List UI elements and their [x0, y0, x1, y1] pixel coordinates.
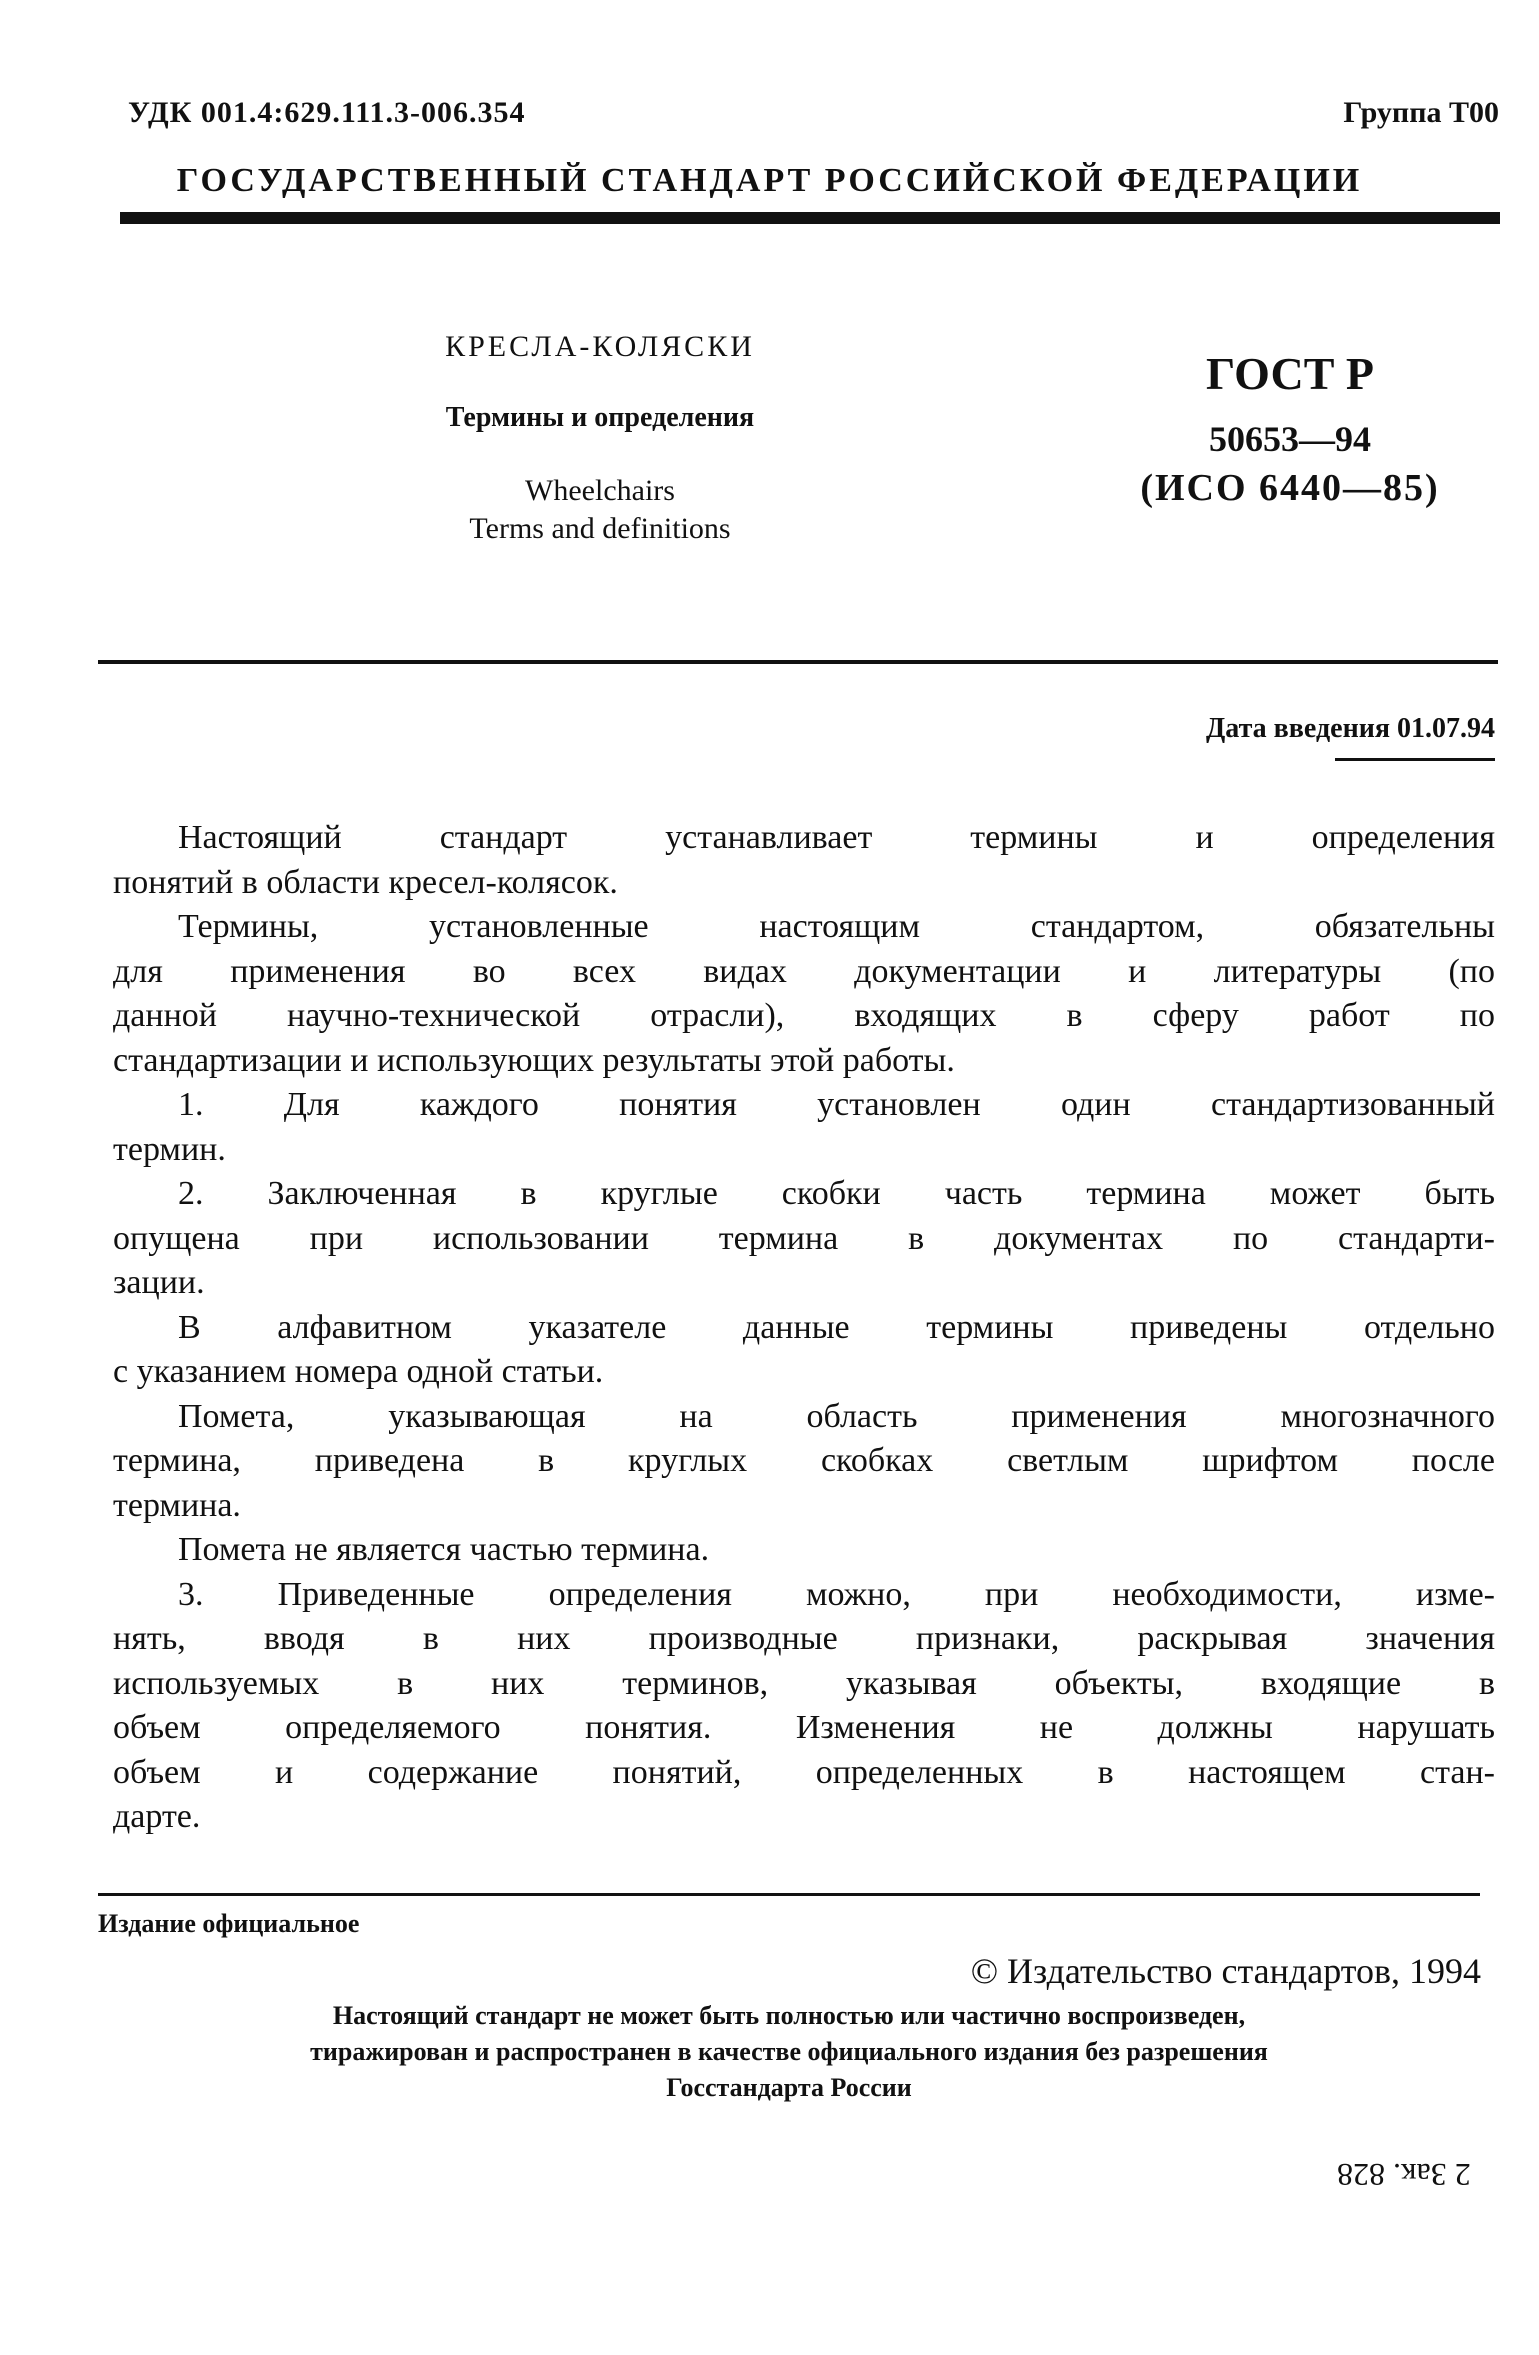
- body-line: термина.: [113, 1486, 241, 1524]
- introduction-date: Дата введения 01.07.94: [1206, 713, 1495, 744]
- notice-line: Настоящий стандарт не может быть полностью или частично воспроизведен,: [332, 2001, 1246, 2030]
- date-underline: [1335, 758, 1495, 761]
- gost-label: ГОСТ Р: [1206, 348, 1374, 399]
- body-line: опущена при использовании термина в документах по стандарти-: [113, 1219, 1495, 1257]
- body-text: [113, 816, 1495, 1840]
- body-line: 1. Для каждого понятия установлен один стандартизованный: [178, 1086, 1495, 1123]
- body-line: данной научно-технической отрасли), входящих в сферу работ по: [113, 997, 1495, 1034]
- english-title-main: Wheelchairs: [525, 474, 675, 507]
- title-divider: [98, 660, 1498, 664]
- english-title-sub: Terms and definitions: [469, 512, 731, 545]
- body-line: 3. Приведенные определения можно, при необходимости, изме-: [178, 1575, 1495, 1613]
- notice-line: тиражирован и распространен в качестве официального издания без разрешения: [310, 2037, 1268, 2066]
- gost-number: 50653—94: [1209, 419, 1371, 459]
- body-line: термина, приведена в круглых скобках светлым шрифтом после: [113, 1442, 1495, 1479]
- body-line: Помета не является частью термина.: [178, 1531, 710, 1568]
- body-line: зации.: [113, 1264, 205, 1301]
- copyright-notice: [98, 1998, 1480, 2106]
- english-title: [350, 472, 850, 548]
- body-line: Термины, установленные настоящим стандартом, обязательны: [178, 908, 1495, 945]
- notice-line: Госстандарта России: [666, 2073, 912, 2102]
- footer-divider: [98, 1893, 1480, 1896]
- document-title: КРЕСЛА-КОЛЯСКИ: [445, 330, 755, 363]
- body-line: нять, вводя в них производные признаки, раскрывая значения: [113, 1620, 1495, 1657]
- document-subtitle: Термины и определения: [445, 402, 755, 433]
- body-line: дарте.: [113, 1798, 201, 1835]
- group-code: Группа Т00: [1343, 96, 1499, 129]
- body-line: с указанием номера одной статьи.: [113, 1353, 604, 1390]
- body-line: для применения во всех видах документации и литературы (по: [113, 952, 1495, 990]
- body-line: термин.: [113, 1130, 226, 1168]
- order-number: 2 Зак. 828: [1337, 2157, 1471, 2193]
- iso-reference: (ИСО 6440—85): [1140, 467, 1440, 509]
- body-line: объем и содержание понятий, определенных в настоящем стан-: [113, 1753, 1495, 1791]
- body-line: понятий в области кресел-колясок.: [113, 863, 618, 901]
- body-line: 2. Заключенная в круглые скобки часть термина может быть: [178, 1175, 1495, 1212]
- body-line: В алфавитном указателе данные термины приведены отдельно: [178, 1308, 1495, 1346]
- body-line: Помета, указывающая на область применения многозначного: [178, 1397, 1495, 1435]
- edition-label: Издание официальное: [98, 1909, 360, 1938]
- state-standard-heading: ГОСУДАРСТВЕННЫЙ СТАНДАРТ РОССИЙСКОЙ ФЕДЕРАЦИИ: [176, 162, 1363, 199]
- body-line: Настоящий стандарт устанавливает термины и определения: [178, 819, 1495, 856]
- publisher-copyright: © Издательство стандартов, 1994: [970, 1951, 1481, 1991]
- body-line: объем определяемого понятия. Изменения не должны нарушать: [113, 1709, 1495, 1746]
- body-line: используемых в них терминов, указывая объекты, входящие в: [113, 1664, 1495, 1702]
- udk-code: УДК 001.4:629.111.3-006.354: [128, 96, 526, 129]
- body-line: стандартизации и использующих результаты этой работы.: [113, 1041, 955, 1079]
- header-divider: [120, 212, 1500, 224]
